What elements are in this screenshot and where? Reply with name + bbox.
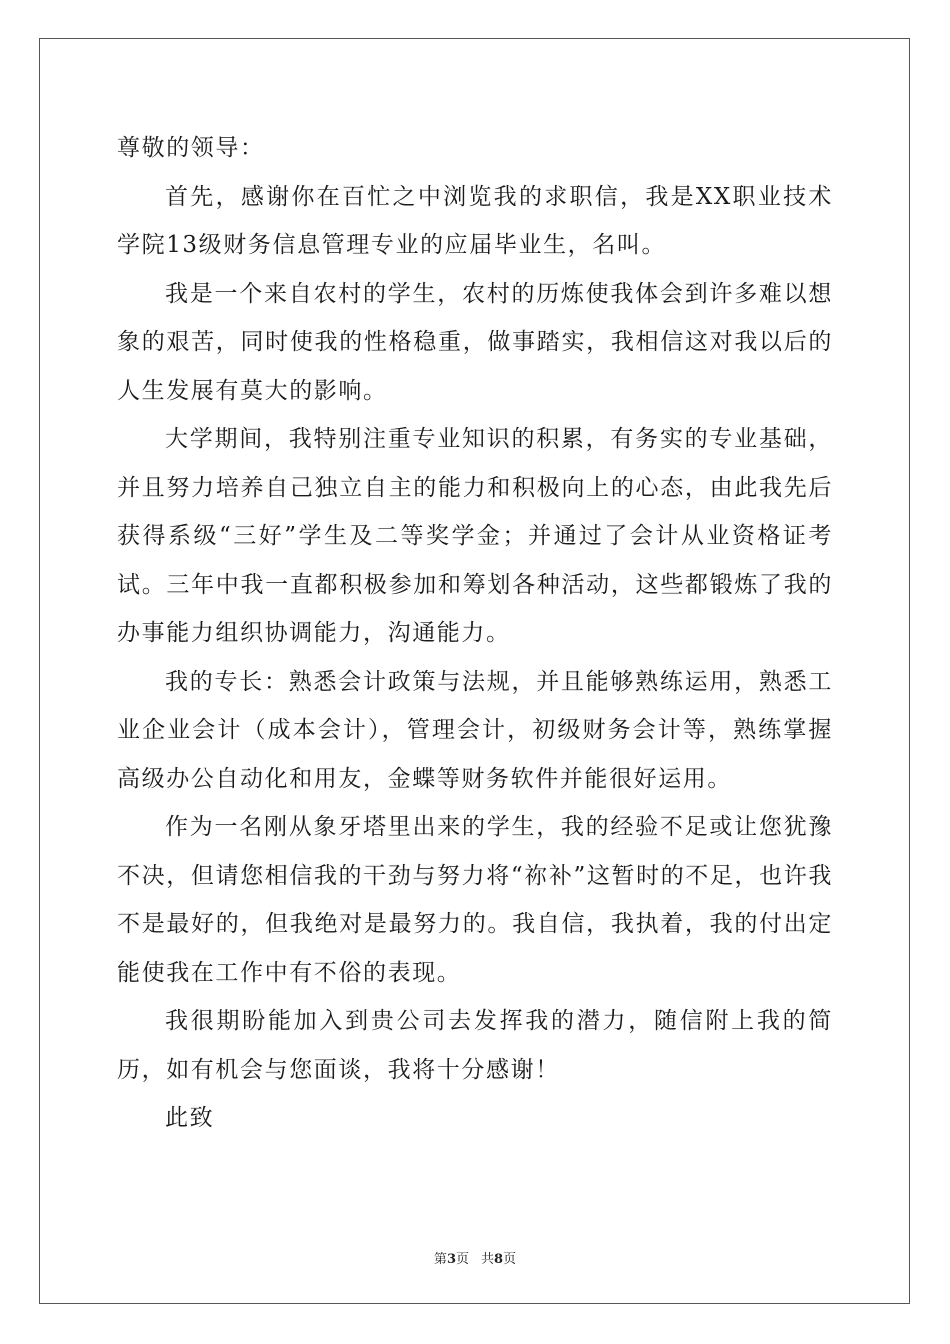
letter-body xyxy=(117,124,833,1143)
paragraph-intro: 首先，感谢你在百忙之中浏览我的求职信，我是XX职业技术学院13级财务信息管理专业的应届毕业生，名叫。 xyxy=(117,183,833,258)
total-prefix: 共 xyxy=(481,1252,495,1267)
page-current: 3 xyxy=(446,1252,456,1267)
page-suffix: 页 xyxy=(455,1252,469,1267)
page-footer xyxy=(0,1248,950,1267)
page-total: 8 xyxy=(494,1252,504,1267)
paragraph-background: 我是一个来自农村的学生，农村的历炼使我体会到许多难以想象的艰苦，同时使我的性格稳重，做事踏实，我相信这对我以后的人生发展有莫大的影响。 xyxy=(117,280,833,404)
paragraph-university: 大学期间，我特别注重专业知识的积累，有务实的专业基础，并且努力培养自己独立自主的能力和积极向上的心态，由此我先后获得系级“三好”学生及二等奖学金；并通过了会计从业资格证考试。三年中我一直都积极参加和筹划各种活动，这些都锻炼了我的办事能力组织协调能力，沟通能力。 xyxy=(117,426,833,646)
paragraph-skills: 我的专长：熟悉会计政策与法规，并且能够熟练运用，熟悉工业企业会计（成本会计），管理会计，初级财务会计等，熟练掌握高级办公自动化和用友，金蝶等财务软件并能很好运用。 xyxy=(117,668,833,792)
closing: 此致 xyxy=(165,1105,215,1131)
salutation: 尊敬的领导： xyxy=(117,135,265,161)
paragraph-attitude: 作为一名刚从象牙塔里出来的学生，我的经验不足或让您犹豫不决，但请您相信我的干劲与努力将“祢补”这暂时的不足，也许我不是最好的，但我绝对是最努力的。我自信，我执着，我的付出定能使我在工作中有不俗的表现。 xyxy=(117,814,833,986)
page-prefix: 第 xyxy=(433,1252,447,1267)
paragraph-request: 我很期盼能加入到贵公司去发挥我的潜力，随信附上我的简历，如有机会与您面谈，我将十分感谢！ xyxy=(117,1008,833,1083)
total-suffix: 页 xyxy=(503,1252,517,1267)
